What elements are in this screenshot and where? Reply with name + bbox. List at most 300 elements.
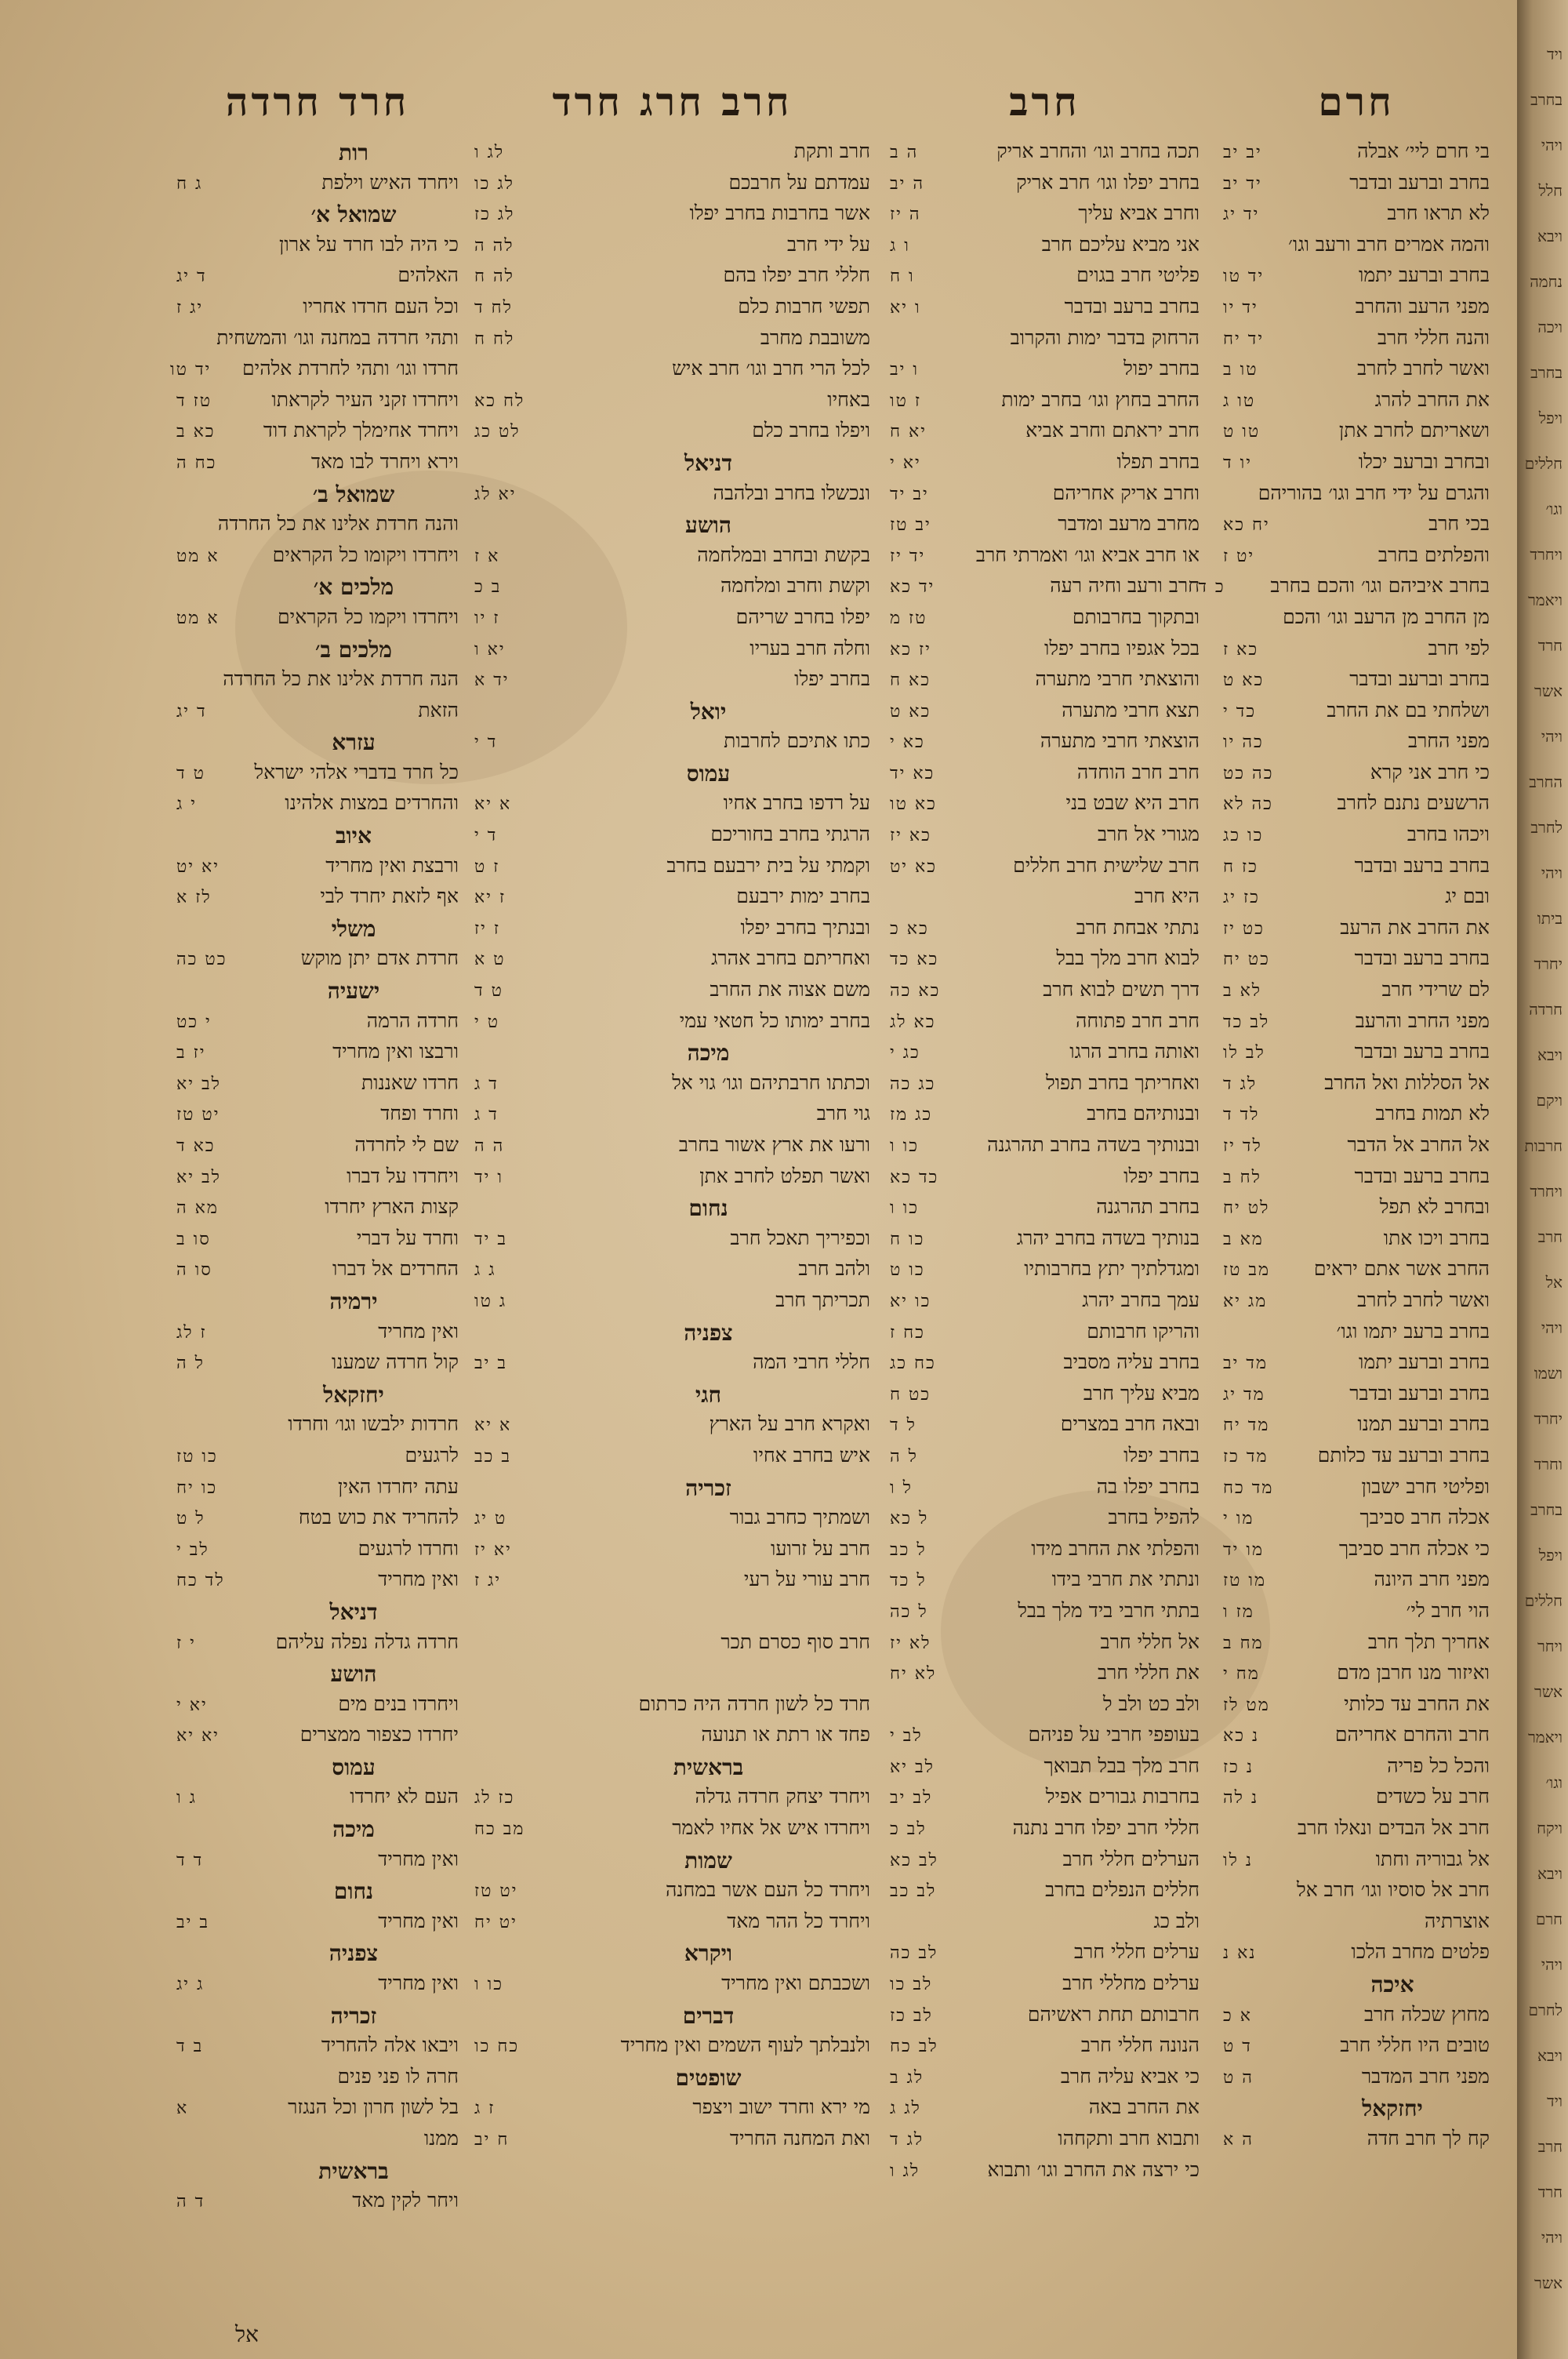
entry-text: תכריתך חרב [775, 1288, 870, 1311]
verse-reference: יד כא [890, 577, 935, 598]
concordance-entry [176, 2065, 459, 2096]
entry-text: ואין מחריד [378, 1972, 459, 1995]
verse-reference: ג ח [176, 173, 203, 194]
concordance-entry [890, 1972, 1200, 2003]
concordance-entry [1223, 761, 1490, 792]
concordance-entry [474, 1350, 870, 1382]
verse-reference: כא כ [890, 918, 929, 939]
entry-text: ויחרדו על דברו [347, 1164, 459, 1187]
concordance-entry [890, 1754, 1200, 1786]
verse-reference: ד ג [474, 1074, 499, 1094]
concordance-entry [176, 2127, 459, 2158]
book-name: מלכים ב׳ [315, 636, 392, 663]
verse-reference: טז מ [890, 608, 927, 628]
concordance-entry [474, 1910, 870, 1941]
concordance-entry [890, 357, 1200, 388]
concordance-entry [890, 1848, 1200, 1879]
verse-reference: ב יב [176, 1912, 209, 1932]
concordance-entry [1198, 574, 1490, 605]
facing-page-word: וחרד [1534, 1455, 1563, 1474]
concordance-entry [176, 419, 459, 450]
concordance-entry [890, 1133, 1200, 1165]
concordance-entry [890, 1910, 1200, 1941]
facing-page-edge [1517, 0, 1568, 2359]
entry-text: ערלים מחללי חרב [1062, 1972, 1200, 1995]
entry-text: אף לזאת יחרד לבי [320, 885, 459, 908]
verse-reference: מד יח [1223, 1416, 1270, 1436]
entry-text: חרבותם תחת ראשיהם [1027, 2002, 1200, 2026]
entry-text: משובבת מחרב [760, 325, 870, 349]
verse-reference: ד ט [1223, 2037, 1252, 2057]
verse-reference: ו יד [474, 1167, 503, 1187]
concordance-entry [890, 978, 1200, 1009]
book-heading [474, 1040, 870, 1071]
concordance-entry [1223, 357, 1490, 388]
concordance-entry [474, 1723, 870, 1754]
concordance-entry [1223, 699, 1490, 730]
entry-text: חרב על כשדים [1376, 1785, 1490, 1808]
concordance-entry [890, 140, 1200, 171]
concordance-entry [1223, 1940, 1490, 1972]
verse-reference: ב כב [474, 1446, 511, 1467]
entry-text: ואותה בחרב הרגו [1069, 1040, 1200, 1063]
book-name: ישעיה [327, 978, 380, 1005]
concordance-entry [890, 761, 1200, 792]
verse-reference: לב כ [890, 1819, 927, 1840]
verse-reference: כא יז [890, 826, 931, 846]
concordance-entry [176, 667, 459, 699]
entry-text: עמך בחרב יהרג [1082, 1288, 1200, 1311]
concordance-entry [176, 512, 459, 543]
entry-text: בחרב יפלו [1123, 1164, 1200, 1187]
concordance-entry [1223, 1506, 1490, 1537]
book-heading [176, 1878, 459, 1910]
entry-text: חרב מלך בבל תבואך [1044, 1754, 1200, 1777]
verse-reference: יט טז [176, 1105, 220, 1125]
entry-text: עמדתם על חרבכם [728, 170, 870, 194]
book-name: איוב [336, 823, 372, 849]
verse-reference: לד יז [1223, 1136, 1262, 1156]
entry-text: וחרב אביא עליך [1078, 202, 1200, 225]
concordance-entry [1223, 2034, 1490, 2065]
concordance-entry [176, 1227, 459, 1258]
verse-reference: מג יא [1223, 1291, 1268, 1311]
book-heading [474, 450, 870, 482]
verse-reference: לח ב [1223, 1167, 1261, 1187]
book-heading [176, 1940, 459, 1972]
concordance-entry [890, 574, 1200, 605]
verse-reference: יד יג [1223, 205, 1260, 225]
entry-text: חרב חרב פתוחה [1075, 1009, 1200, 1032]
book-name: הושע [330, 1661, 377, 1688]
verse-reference: לב יא [176, 1074, 221, 1094]
entry-text: חרב אל הבדים ונאלו חרב [1298, 1816, 1490, 1840]
book-heading [176, 1382, 459, 1413]
concordance-entry [474, 2095, 870, 2127]
concordance-entry [474, 1165, 870, 1196]
concordance-entry [890, 2127, 1200, 2158]
entry-text: הוצאתי חרבי מתערה [1040, 729, 1200, 753]
book-name: שמואל א׳ [310, 202, 397, 228]
entry-text: ושמתיך כחרב גבור [729, 1506, 870, 1529]
concordance-entry [1223, 202, 1490, 233]
verse-reference: ו ג [890, 235, 910, 256]
concordance-entry [890, 1009, 1200, 1041]
verse-reference: ה יז [890, 205, 921, 225]
entry-text: וכתתו חרבתיהם וגו׳ גוי אל [672, 1070, 870, 1094]
concordance-entry [1223, 1537, 1490, 1568]
entry-text: והנה חרדת אלינו את כל החרדה [217, 512, 459, 536]
book-heading [176, 1661, 459, 1692]
concordance-entry [890, 1165, 1200, 1196]
entry-text: אחריך תלך חרב [1367, 1630, 1490, 1653]
concordance-entry [176, 1320, 459, 1351]
entry-text: החרב אשר אתם יראים [1313, 1257, 1490, 1281]
entry-text: בחרב וברעב ובדבר [1349, 667, 1490, 691]
verse-reference: ג ג [474, 1260, 496, 1281]
verse-reference: כא טו [890, 794, 937, 815]
concordance-entry [890, 419, 1200, 450]
verse-reference: לג ד [890, 2130, 924, 2150]
concordance-entry [176, 1040, 459, 1071]
entry-text: פליטי חרב בגוים [1076, 264, 1200, 287]
entry-text: והריקו חרבותם [1087, 1319, 1200, 1343]
verse-reference: כו ו [474, 1975, 504, 1995]
concordance-entry [176, 1785, 459, 1816]
entry-text: בחרב יפלו [1123, 1443, 1200, 1467]
verse-reference: ה ה [474, 1136, 505, 1156]
entry-text: בחרב וברעב ובדבר [1349, 170, 1490, 194]
verse-reference: ד ה [176, 2192, 205, 2212]
entry-text: חרב חרב הוחדה [1076, 760, 1200, 783]
facing-page-word: לחרם [1528, 2001, 1563, 2019]
verse-reference: ו יב [890, 360, 919, 380]
concordance-entry [1223, 543, 1490, 575]
concordance-entry [474, 1009, 870, 1041]
concordance-entry [176, 450, 459, 482]
concordance-entry [1223, 1754, 1490, 1786]
concordance-entry [890, 1289, 1200, 1320]
entry-text: מפני החרב [1407, 729, 1490, 753]
entry-text: חרה לו פני פנים [337, 2064, 459, 2088]
concordance-entry [890, 1475, 1200, 1507]
concordance-entry [1223, 1568, 1490, 1599]
verse-reference: כה יו [1223, 732, 1264, 753]
concordance-entry [474, 1878, 870, 1910]
concordance-entry [176, 791, 459, 823]
book-heading [176, 823, 459, 854]
entry-text: אוצרתיה [1425, 1909, 1490, 1932]
verse-reference: לב יא [890, 1757, 935, 1777]
entry-text: ובנתיך בחרב יפלו [740, 915, 870, 939]
facing-page-word: ויקם [1536, 1091, 1563, 1110]
verse-reference: לד ד [1223, 1105, 1260, 1125]
concordance-entry [1223, 2065, 1490, 2096]
entry-text: כי ירצה את החרב וגו׳ ותבוא [987, 2157, 1200, 2181]
facing-page-word: חרב [1537, 2137, 1563, 2156]
verse-reference: ח יב [474, 2130, 510, 2150]
verse-reference: ד ד [176, 1850, 204, 1870]
verse-reference: יט יח [474, 1912, 517, 1932]
book-name: עמוס [332, 1754, 376, 1780]
facing-page-word: יחרד [1534, 1409, 1563, 1428]
facing-page-word: ויחרד [1530, 545, 1563, 564]
concordance-entry [474, 729, 870, 761]
entry-text: כי אביא עליה חרב [1060, 2064, 1200, 2088]
verse-reference: יא יא [176, 1726, 220, 1747]
concordance-entry [1223, 1040, 1490, 1071]
concordance-entry [890, 1878, 1200, 1910]
entry-text: איש בחרב אחיו [753, 1443, 870, 1467]
entry-text: כי חרב אני קרא [1370, 760, 1490, 783]
entry-text: בקשת ובחרב ובמלחמה [697, 543, 870, 566]
entry-text: והמה אמרים חרב ורעב וגו׳ [1288, 232, 1490, 256]
concordance-entry [890, 1444, 1200, 1475]
entry-text: ואשר לחרב לחרב [1357, 1288, 1490, 1311]
verse-reference: לב כז [890, 2005, 933, 2026]
book-name: צפניה [684, 1319, 733, 1346]
book-heading [474, 1754, 870, 1786]
entry-text: מפני חרב היונה [1374, 1568, 1490, 1591]
verse-reference: כא ז [1223, 639, 1259, 660]
concordance-entry [176, 1506, 459, 1537]
concordance-entry [1223, 1412, 1490, 1444]
verse-reference: לג ב [890, 2067, 924, 2088]
entry-text: היא חרב [1134, 885, 1200, 908]
entry-text: העם לא יחרדו [350, 1785, 459, 1808]
entry-text: אשר בחרבות בחרב יפלו [689, 202, 870, 225]
book-name: יואל [690, 698, 727, 725]
verse-reference: מד יג [1223, 1384, 1265, 1405]
entry-text: ובתקוך בחרבותם [1072, 605, 1200, 628]
verse-reference: מא ה [176, 1198, 219, 1219]
book-name: שופטים [675, 2064, 742, 2091]
concordance-entry [890, 482, 1200, 513]
concordance-entry [474, 171, 870, 202]
column-header-2: חרב [1009, 78, 1080, 125]
book-heading [176, 916, 459, 947]
concordance-entry [890, 729, 1200, 761]
verse-reference: כה כט [1223, 763, 1274, 783]
book-heading [474, 699, 870, 730]
concordance-entry [890, 2034, 1200, 2065]
concordance-entry [474, 295, 870, 326]
verse-reference: כו יח [176, 1478, 218, 1498]
concordance-column-3 [474, 140, 870, 2150]
verse-reference: לב כו [890, 1975, 933, 1995]
book-name: שמות [684, 1847, 732, 1874]
facing-page-word: וגו׳ [1545, 1773, 1563, 1792]
concordance-entry [1223, 1009, 1490, 1041]
entry-text: ובנותיך בשדה בחרב תהרגנה [987, 1133, 1200, 1156]
concordance-entry [1223, 482, 1490, 513]
concordance-entry [474, 543, 870, 575]
concordance-entry [1223, 854, 1490, 885]
book-name: דניאל [329, 1598, 378, 1625]
concordance-entry [474, 264, 870, 295]
verse-reference: לב כא [890, 1850, 938, 1870]
verse-reference: כו טז [176, 1446, 218, 1467]
entry-text: בחרב וברעב יתמו [1358, 264, 1490, 287]
verse-reference: ה ט [1223, 2067, 1254, 2088]
verse-reference: י ז [176, 1633, 196, 1653]
entry-text: בכי חרב [1428, 512, 1490, 536]
book-name: איכה [1370, 1972, 1414, 1998]
entry-text: קול חרדה שמענו [331, 1350, 459, 1374]
facing-page-word: ויכה [1537, 318, 1563, 336]
entry-text: חרב ורעב וחיה רעה [1050, 574, 1200, 598]
verse-reference: יו ד [1223, 453, 1252, 473]
entry-text: חרב ותקת [793, 140, 870, 162]
concordance-entry [474, 140, 870, 171]
entry-text: בחרב וברעב עד כלותם [1317, 1443, 1490, 1467]
verse-reference: א יא [474, 1416, 512, 1436]
concordance-entry [1223, 1257, 1490, 1289]
facing-page-word: ויאמר [1527, 591, 1563, 609]
entry-text: נתתי אבחת חרב [1076, 915, 1200, 939]
concordance-entry [474, 1289, 870, 1320]
verse-reference: מט לז [1223, 1695, 1270, 1715]
entry-text: ותבוא חרב ותקחהו [1058, 2127, 1200, 2150]
entry-text: בחרב וברעב יתמו [1358, 1350, 1490, 1374]
facing-page-word: בחרב [1530, 363, 1563, 382]
concordance-entry [176, 1630, 459, 1662]
concordance-entry [474, 574, 870, 605]
concordance-entry [176, 264, 459, 295]
concordance-entry [176, 761, 459, 792]
verse-reference: לג ד [1223, 1074, 1258, 1094]
concordance-entry [1223, 605, 1490, 637]
entry-text: מי ירא וחרד ישוב ויצפר [692, 2095, 870, 2119]
concordance-entry [890, 1940, 1200, 1972]
concordance-entry [176, 1723, 459, 1754]
entry-text: ובחרב וברעב יכלו [1358, 449, 1490, 473]
book-heading [474, 761, 870, 792]
entry-text: ואין מחריד [378, 1847, 459, 1870]
verse-reference: א מט [176, 546, 220, 566]
verse-reference: ל כא [890, 1509, 929, 1529]
entry-text: ושכבתם ואין מחריד [721, 1972, 870, 1995]
verse-reference: יב יד [890, 484, 929, 504]
verse-reference: מא ב [1223, 1229, 1264, 1249]
entry-text: מחרב מרעב ומדבר [1058, 512, 1200, 536]
concordance-entry [1223, 637, 1490, 668]
entry-text: וקשת וחרב ומלחמה [720, 574, 870, 598]
book-heading [474, 1475, 870, 1507]
entry-text: בל לשון חרון וכל הנגזר [288, 2095, 459, 2119]
entry-text: בחרב ימות ירבעם [736, 885, 870, 908]
entry-text: גוי חרב [816, 1102, 870, 1125]
entry-text: את החרב להרג [1374, 387, 1490, 411]
verse-reference: כז יג [1223, 888, 1260, 908]
concordance-entry [474, 1661, 870, 1692]
concordance-entry [176, 699, 459, 730]
entry-text: אל הסללות ואל החרב [1324, 1070, 1490, 1094]
concordance-entry [474, 202, 870, 233]
concordance-entry [890, 171, 1200, 202]
concordance-column-2 [890, 140, 1200, 2181]
concordance-entry [1223, 885, 1490, 916]
entry-text: ושאריתם לחרב אתן [1338, 419, 1490, 442]
concordance-entry [1223, 1630, 1490, 1662]
entry-text: ולב כט ולב ל [1102, 1692, 1200, 1715]
entry-text: עתה יחרדו האין [337, 1474, 459, 1498]
concordance-entry [890, 512, 1200, 543]
entry-text: ויחרד כל ההר מאד [727, 1909, 870, 1932]
entry-text: בחרב ברעב ובדבר [1064, 294, 1200, 318]
concordance-entry [474, 637, 870, 668]
concordance-entry [176, 1475, 459, 1507]
concordance-entry [176, 543, 459, 575]
concordance-entry [890, 295, 1200, 326]
facing-page-word: ויפל [1538, 1546, 1563, 1565]
entry-text: וחרדו לרגעים [358, 1536, 459, 1560]
verse-reference: א [176, 2099, 189, 2119]
entry-text: אל גבוריה וחתו [1375, 1847, 1490, 1870]
entry-text: וכפיריך תאכל חרב [730, 1226, 870, 1249]
verse-reference: נא נ [1223, 1943, 1257, 1964]
entry-text: והוצאתי חרבי מתערה [1035, 667, 1200, 691]
verse-reference: ז ג [474, 2099, 495, 2119]
verse-reference: ג ו [176, 1788, 197, 1808]
entry-text: בתתי חרבי ביד מלך בבל [1018, 1598, 1200, 1622]
verse-reference: ג יג [176, 1975, 205, 1995]
entry-text: ויחר לקין מאד [352, 2189, 459, 2212]
verse-reference: כו ח [890, 1229, 925, 1249]
facing-page-word: ויהי [1541, 727, 1563, 746]
book-name: חגי [695, 1381, 722, 1408]
entry-text: תפשי חרבות כלם [738, 294, 870, 318]
concordance-entry [1223, 1227, 1490, 1258]
facing-page-word: ויהי [1541, 136, 1563, 154]
entry-text: ואחריתם בחרב אהרג [711, 947, 870, 970]
entry-text: ויחרד יצחק חרדה גדלה [695, 1785, 870, 1808]
entry-text: מביא עליך חרב [1083, 1381, 1200, 1405]
book-name: בראשית [318, 2157, 389, 2184]
entry-text: הוי חרב לי׳ [1406, 1598, 1490, 1622]
book-heading [474, 1848, 870, 1879]
entry-text: ויחרדו זקני העיר לקראתו [271, 387, 459, 411]
facing-page-word: לחרב [1530, 818, 1563, 837]
verse-reference: יא י [176, 1695, 208, 1715]
entry-text: ויחרד כל העם אשר במחנה [665, 1878, 870, 1902]
book-heading [474, 1195, 870, 1227]
concordance-entry [890, 1785, 1200, 1816]
concordance-entry [176, 1848, 459, 1879]
entry-text: טובים היו חללי חרב [1340, 2034, 1490, 2057]
verse-reference: יב טז [890, 515, 931, 536]
verse-reference: כח ז [890, 1322, 925, 1343]
concordance-entry [474, 947, 870, 978]
verse-reference: ז ט [474, 856, 500, 877]
concordance-entry [176, 1133, 459, 1165]
book-name: נחום [688, 1195, 728, 1222]
entry-text: ויחרד האיש וילפת [321, 170, 459, 194]
verse-reference: לז א [176, 888, 212, 908]
concordance-entry [890, 1506, 1200, 1537]
entry-text: אל החרב אל הדבר [1347, 1133, 1490, 1156]
concordance-entry [1223, 1320, 1490, 1351]
facing-page-word: ויקח [1537, 1819, 1563, 1837]
concordance-entry [1223, 1599, 1490, 1630]
entry-text: בחרב תפלו [1116, 449, 1200, 473]
concordance-entry [1223, 1195, 1490, 1227]
book-heading [474, 2003, 870, 2034]
verse-reference: כא ד [176, 1136, 216, 1156]
book-heading [474, 1382, 870, 1413]
verse-reference: יט טז [474, 1881, 518, 1902]
verse-reference: ב יד [474, 1229, 507, 1249]
